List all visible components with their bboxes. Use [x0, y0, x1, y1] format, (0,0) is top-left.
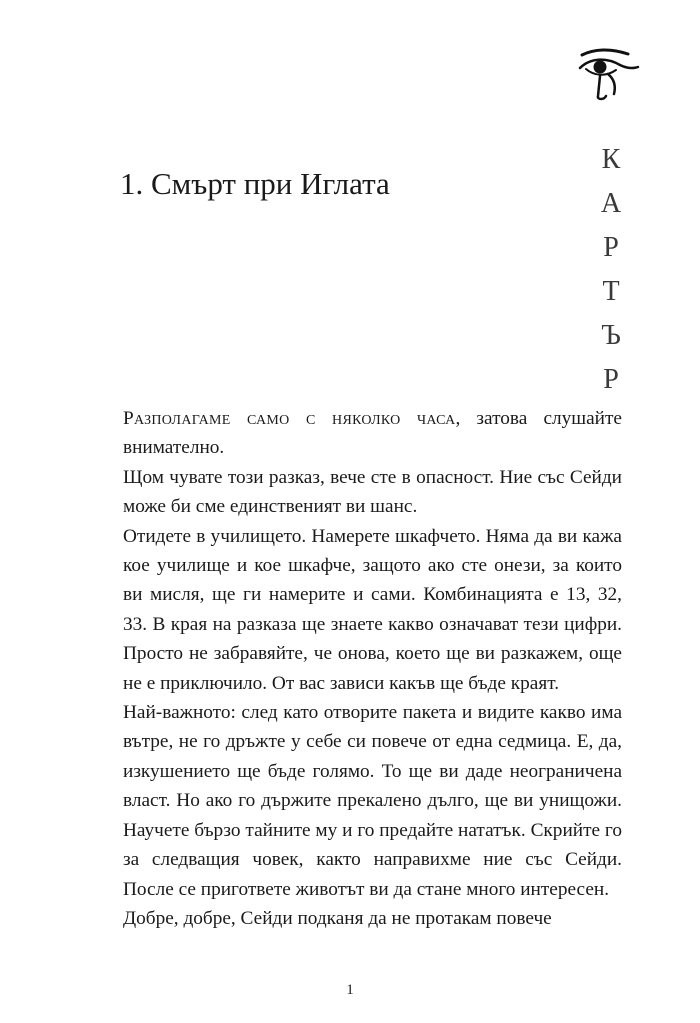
- chapter-body: [123, 404, 622, 933]
- narrator-name-vertical: [588, 140, 634, 404]
- narrator-letter: Р: [603, 232, 619, 263]
- eye-of-horus-icon: [576, 46, 640, 102]
- narrator-letter: Р: [603, 364, 619, 395]
- narrator-letter: Ъ: [601, 320, 621, 351]
- opening-small-caps: Разполагаме само с няколко часа: [123, 408, 456, 429]
- paragraph-4: Най-важното: след като отворите пакета и видите какво има вътре, не го дръжте у себе си повече от една седмица. Е, да, изкушението ще бъде голямо. То ще ви даде неограничена власт. Но ако го държите прекалено дълго, ще ви унищожи. Научете бързо тайните му и го предайте нататък. Скрийте го за следващия човек, както направихме ние със Сейди. После се пригответе животът ви да стане много интересен.: [123, 702, 622, 900]
- paragraph-1-rest: , затова слушайте внимателно.: [123, 408, 622, 459]
- paragraph-3: Отидете в училището. Намерете шкафчето. Няма да ви кажа кое училище и кое шкафче, защото ако сте онези, за които ви мисля, ще ги намерите и сами. Комбинацията е 13, 32, 33. В края на разказа ще знаете какво означават тези цифри. Просто не забравяйте, че онова, което ще ви разкажем, още не е приключило. От вас зависи какъв ще бъде краят.: [123, 525, 622, 694]
- page-number: 1: [346, 982, 354, 998]
- narrator-letter: Т: [602, 276, 620, 307]
- narrator-letter: К: [601, 144, 621, 175]
- paragraph-5: Добре, добре, Сейди подканя да не протакам повече: [123, 907, 552, 929]
- paragraph-1: [123, 404, 622, 463]
- narrator-letter: А: [600, 188, 622, 219]
- paragraph-2: Щом чувате този разказ, вече сте в опасност. Ние със Сейди може би сме единственият ви шанс.: [123, 466, 622, 518]
- chapter-title: 1. Смърт при Иглата: [120, 166, 390, 201]
